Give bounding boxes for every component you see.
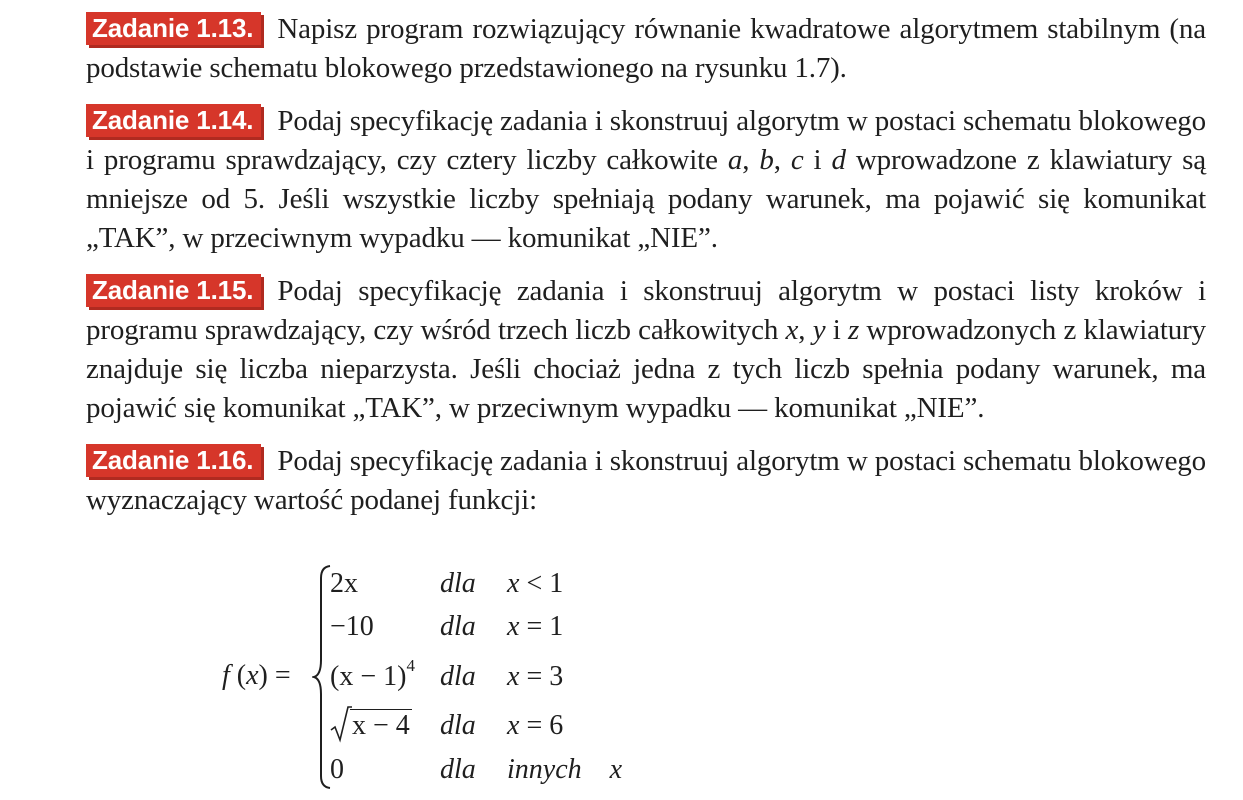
task-text: Podaj specyfikację zadania i skonstruuj algorytm w postaci schematu blokowego wyznaczający wartość podanej funkcji: bbox=[86, 445, 1206, 516]
piecewise-function-formula bbox=[222, 564, 702, 790]
case-expression bbox=[330, 706, 412, 746]
case-dla: dla bbox=[440, 568, 476, 599]
function-arg: x bbox=[246, 660, 259, 691]
task-badge: Zadanie 1.14. bbox=[86, 104, 261, 137]
variable: z bbox=[847, 314, 860, 346]
case-expression: −10 bbox=[330, 611, 374, 642]
variable: a bbox=[727, 144, 743, 176]
document-page bbox=[86, 10, 1206, 534]
task-badge: Zadanie 1.13. bbox=[86, 12, 261, 45]
separator: , bbox=[742, 144, 760, 176]
case-condition: x < 1 bbox=[507, 568, 564, 599]
case-dla: dla bbox=[440, 611, 476, 642]
task-text: Podaj specyfikację zadania i skonstruuj algorytm w postaci listy kroków i programu sprawdzający, czy wśród trzech liczb całkowitych bbox=[86, 275, 1206, 346]
case-expression: 2x bbox=[330, 568, 358, 599]
variable: x bbox=[785, 314, 799, 346]
task-text: Podaj specyfikację zadania i skonstruuj algorytm w postaci schematu blokowego i programu sprawdzający, czy cztery liczby całkowite bbox=[86, 105, 1206, 176]
task-1-15 bbox=[86, 272, 1206, 428]
function-lhs bbox=[222, 660, 291, 692]
case-dla: dla bbox=[440, 661, 476, 692]
task-text: wprowadzone z klawiatury są mniejsze od 5. Jeśli wszystkie liczby spełniają podany warunek, ma pojawić się komunikat „TAK”, w przeciwnym wypadku — komunikat „NIE”. bbox=[86, 144, 1207, 254]
case-expression: 0 bbox=[330, 754, 344, 785]
case-condition: innych x bbox=[507, 754, 623, 785]
radical-sign-icon bbox=[330, 706, 352, 746]
separator: i bbox=[825, 314, 848, 346]
separator: i bbox=[803, 144, 832, 176]
separator: , bbox=[798, 314, 813, 346]
task-1-13 bbox=[86, 10, 1206, 88]
paren-open: ( bbox=[229, 660, 247, 691]
task-text: wprowadzonych z klawiatury znajduje się liczba nieparzysta. Jeśli chociaż jedna z tych liczb spełnia podany warunek, ma pojawić się komunikat „TAK”, w przeciwnym wypadku — komunikat „NIE”. bbox=[86, 314, 1207, 424]
case-dla: dla bbox=[440, 710, 476, 741]
paren-close-equals: ) = bbox=[258, 660, 291, 691]
task-badge: Zadanie 1.15. bbox=[86, 274, 261, 307]
square-root: x − 4 bbox=[330, 706, 412, 746]
task-1-16 bbox=[86, 442, 1206, 520]
task-text: Napisz program rozwiązujący równanie kwadratowe algorytmem stabilnym (na podstawie schematu blokowego przedstawionego na rysunku 1.7). bbox=[86, 13, 1206, 84]
variable: c bbox=[790, 144, 804, 176]
variable: b bbox=[759, 144, 774, 176]
variable: d bbox=[831, 144, 846, 176]
case-condition: x = 3 bbox=[507, 661, 564, 692]
case-expression: $(x - 1)^4$ bbox=[330, 656, 415, 692]
task-1-14 bbox=[86, 102, 1206, 258]
function-name: f bbox=[222, 660, 230, 691]
task-badge: Zadanie 1.16. bbox=[86, 444, 261, 477]
case-condition: x = 6 bbox=[507, 710, 564, 741]
separator: , bbox=[773, 144, 791, 176]
case-condition: x = 1 bbox=[507, 611, 564, 642]
variable: y bbox=[812, 314, 826, 346]
exponent: 4 bbox=[406, 656, 415, 675]
case-dla: dla bbox=[440, 754, 476, 785]
